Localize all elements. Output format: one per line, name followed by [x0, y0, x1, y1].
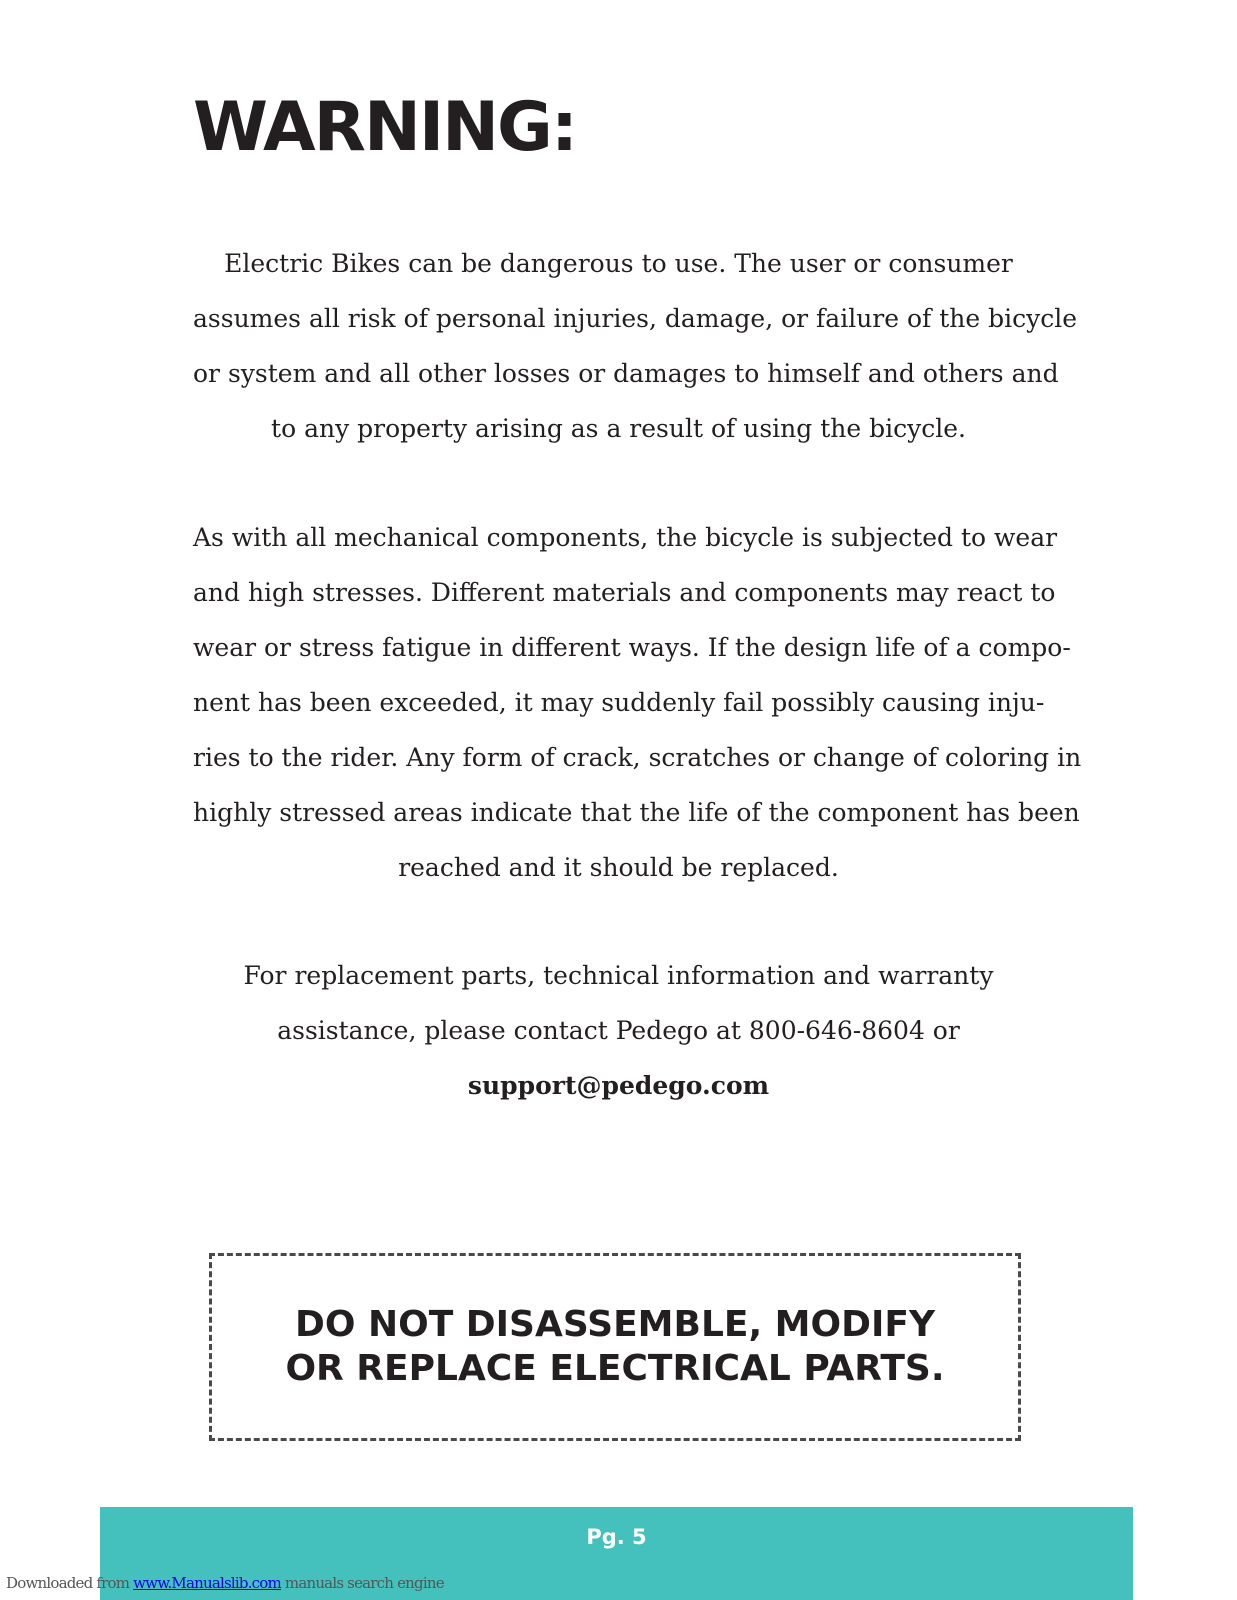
text-line: Electric Bikes can be dangerous to use. The user or consumer: [224, 249, 1013, 278]
text-line: assistance, please contact Pedego at 800-646-8604 or: [277, 1016, 960, 1045]
text-line: to any property arising as a result of using the bicycle.: [271, 414, 966, 443]
page-number: Pg. 5: [586, 1525, 647, 1549]
download-note-suffix: manuals search engine: [280, 1574, 444, 1592]
support-email: support@pedego.com: [467, 1071, 770, 1100]
contact-paragraph: [193, 948, 1044, 1113]
notice-line: OR REPLACE ELECTRICAL PARTS.: [285, 1348, 945, 1389]
text-line: reached and it should be replaced.: [398, 853, 839, 882]
text-line: wear or stress fatigue in different ways. If the design life of a compo-: [193, 633, 1071, 662]
text-line: or system and all other losses or damages to himself and others and: [193, 359, 1059, 388]
manualslib-link[interactable]: www.Manualslib.com: [133, 1574, 281, 1592]
download-note-prefix: Downloaded from: [6, 1574, 134, 1592]
warning-paragraph-risk: [193, 236, 1078, 456]
text-line: and high stresses. Different materials and components may react to: [193, 578, 1056, 607]
text-line: assumes all risk of personal injuries, damage, or failure of the bicycle: [193, 304, 1078, 333]
text-line: ries to the rider. Any form of crack, scratches or change of coloring in: [193, 743, 1082, 772]
text-line: nent has been exceeded, it may suddenly fail possibly causing inju-: [193, 688, 1045, 717]
download-note: [6, 1574, 444, 1592]
page-title: WARNING:: [193, 88, 577, 167]
text-line: As with all mechanical components, the bicycle is subjected to wear: [193, 523, 1058, 552]
warning-paragraph-wear: [193, 510, 1082, 895]
notice-line: DO NOT DISASSEMBLE, MODIFY: [294, 1304, 936, 1345]
text-line: highly stressed areas indicate that the life of the component has been: [193, 798, 1080, 827]
electrical-parts-notice: [209, 1253, 1021, 1441]
text-line: For replacement parts, technical information and warranty: [243, 961, 994, 990]
